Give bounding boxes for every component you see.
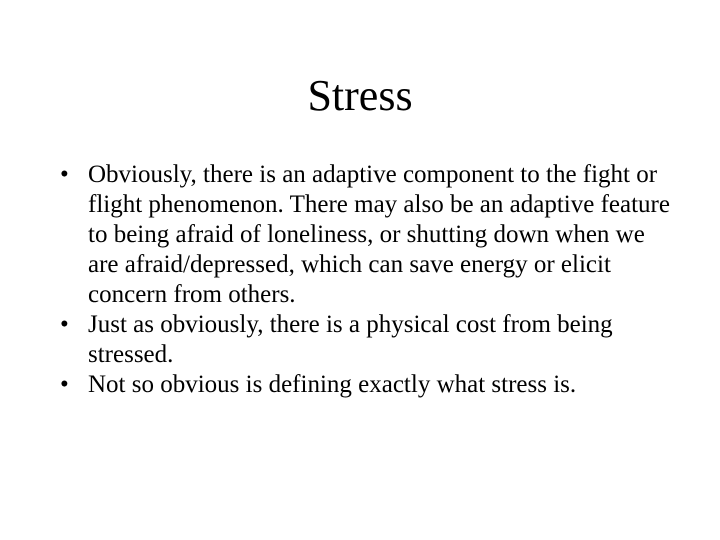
bullet-icon: • <box>60 311 69 338</box>
bullet-list <box>54 160 674 400</box>
bullet-item <box>54 370 674 400</box>
bullet-text: Obviously, there is an adaptive component to the fight or flight phenomenon. There may also be an adaptive feature to being afraid of loneliness, or shutting down when we are afraid/depressed, which can save energy or elicit concern from others. <box>88 161 670 308</box>
bullet-text: Not so obvious is defining exactly what stress is. <box>88 371 577 398</box>
bullet-item <box>54 160 674 310</box>
bullet-icon: • <box>60 371 69 398</box>
bullet-text: Just as obviously, there is a physical cost from being stressed. <box>88 311 613 368</box>
bullet-icon: • <box>60 161 69 188</box>
slide-title: Stress <box>307 71 413 120</box>
bullet-item <box>54 310 674 370</box>
